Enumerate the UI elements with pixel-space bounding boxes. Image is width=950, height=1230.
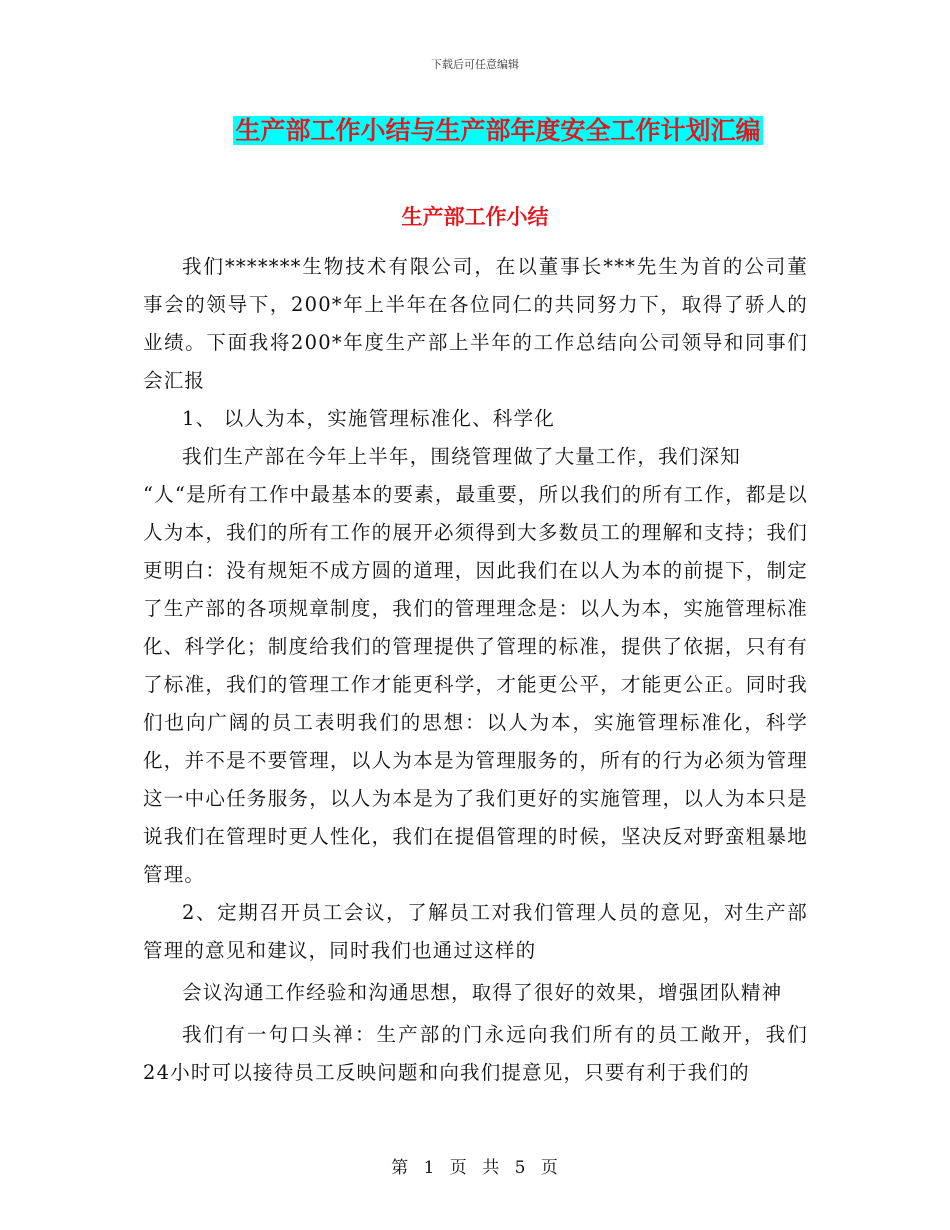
footer-total-number: 5 — [514, 1158, 527, 1178]
footer-page-unit: 页 — [449, 1158, 468, 1178]
footer-page-number: 1 — [423, 1158, 436, 1178]
document-title-text: 生产部工作小结与生产部年度安全工作计划汇编 — [235, 116, 761, 145]
section-title: 生产部工作小结 — [401, 204, 549, 229]
paragraph-management-1: 我们生产部在今年上半年，围绕管理做了大量工作，我们深知 — [182, 445, 741, 468]
header-note: 下载后可任意编辑 — [431, 58, 519, 71]
paragraph-open-door: 我们有一句口头禅：生产部的门永远向我们所有的员工敞开，我们24小时可以接待员工反映问题和向我们提意见，只要有利于我们的 — [143, 1023, 808, 1084]
paragraph-heading-2: 2、定期召开员工会议，了解员工对我们管理人员的意见，对生产部管理的意见和建议，同时我们也通过这样的 — [143, 901, 808, 962]
body-text — [143, 248, 808, 1092]
paragraph-heading-1: 1、 以人为本，实施管理标准化、科学化 — [182, 407, 555, 430]
footer-page-word: 第 — [391, 1158, 410, 1178]
paragraph-management-2: “人“是所有工作中最基本的要素，最重要，所以我们的所有工作，都是以人为本，我们的所有工作的展开必须得到大多数员工的理解和支持；我们更明白：没有规矩不成方圆的道理，因此我们在以人为本的前提下，制定了生产部的各项规章制度，我们的管理理念是：以人为本，实施管理标准化、科学化；制度给我们的管理提供了管理的标准，提供了依据，只有有了标准，我们的管理工作才能更科学，才能更公平，才能更公正。同时我们也向广阔的员工表明我们的思想：以人为本，实施管理标准化，科学化，并不是不要管理，以人为本是为管理服务的，所有的行为必须为管理这一中心任务服务，以人为本是为了我们更好的实施管理，以人为本只是说我们在管理时更人性化，我们在提倡管理的时候，坚决反对野蛮粗暴地管理。 — [143, 483, 808, 886]
page-footer — [0, 1153, 950, 1178]
paragraph-intro: 我们*******生物技术有限公司，在以董事长***先生为首的公司董事会的领导下，200*年上半年在各位同仁的共同努力下，取得了骄人的业绩。下面我将200*年度生产部上半年的工作总结向公司领导和同事们会汇报 — [143, 255, 808, 392]
document-title — [0, 114, 950, 148]
footer-total-unit: 页 — [540, 1158, 559, 1178]
paragraph-meeting: 会议沟通工作经验和沟通思想，取得了很好的效果，增强团队精神 — [182, 981, 783, 1004]
footer-total-word: 共 — [482, 1158, 501, 1178]
